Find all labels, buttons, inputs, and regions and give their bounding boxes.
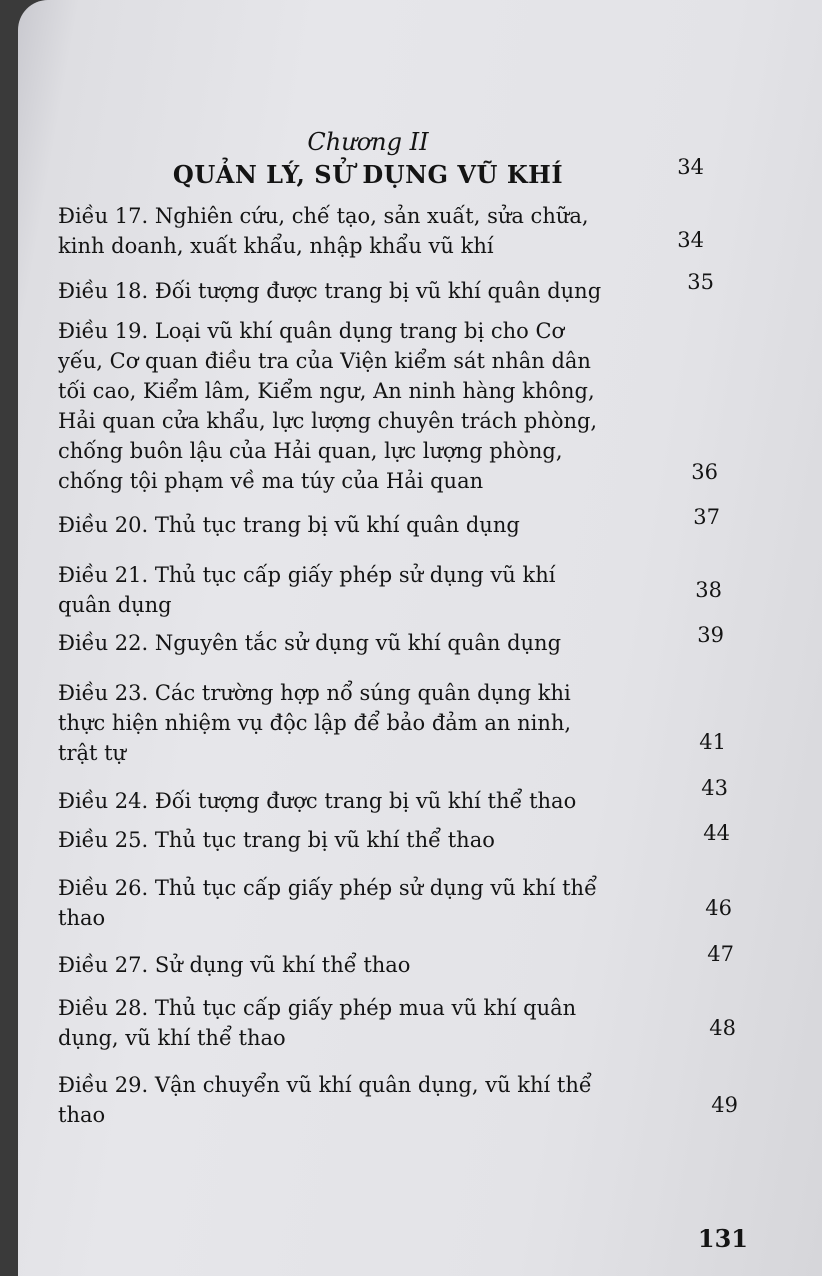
chapter-title: QUẢN LÝ, SỬ DỤNG VŨ KHÍ — [172, 160, 564, 189]
entry-line: thao — [58, 906, 106, 930]
entry-line: Điều 19. Loại vũ khí quân dụng trang bị cho Cơ — [58, 319, 565, 343]
toc-entry-24 — [58, 786, 658, 816]
entry-line: tối cao, Kiểm lâm, Kiểm ngư, An ninh hàng không, — [58, 379, 595, 403]
toc-entry-29 — [58, 1070, 658, 1130]
entry-page-number: 47 — [707, 942, 734, 966]
toc-entry-25 — [58, 825, 658, 855]
entry-line: chống tội phạm về ma túy của Hải quan — [58, 469, 484, 493]
toc-entry-23 — [58, 678, 658, 768]
entry-line: trật tự — [58, 741, 127, 765]
entry-line: chống buôn lậu của Hải quan, lực lượng phòng, — [58, 439, 563, 463]
entry-line: Điều 27. Sử dụng vũ khí thể thao — [58, 953, 411, 977]
entry-line: Điều 17. Nghiên cứu, chế tạo, sản xuất, sửa chữa, — [58, 204, 589, 228]
entry-page-number: 38 — [695, 578, 722, 602]
toc-entry-17 — [58, 201, 658, 261]
entry-line: quân dụng — [58, 593, 172, 617]
entry-page-number: 39 — [697, 623, 724, 647]
entry-page-number: 46 — [705, 896, 732, 920]
entry-page-number: 41 — [699, 730, 726, 754]
entry-page-number: 36 — [691, 460, 718, 484]
entry-line: dụng, vũ khí thể thao — [58, 1026, 286, 1050]
entry-line: Điều 24. Đối tượng được trang bị vũ khí thể thao — [58, 789, 577, 813]
entry-line: Điều 20. Thủ tục trang bị vũ khí quân dụng — [58, 513, 520, 537]
entry-line: yếu, Cơ quan điều tra của Viện kiểm sát nhân dân — [58, 349, 591, 373]
entry-line: kinh doanh, xuất khẩu, nhập khẩu vũ khí — [58, 234, 494, 258]
entry-line: Điều 29. Vận chuyển vũ khí quân dụng, vũ khí thể — [58, 1073, 592, 1097]
entry-line: Hải quan cửa khẩu, lực lượng chuyên trách phòng, — [58, 409, 598, 433]
toc-entry-26 — [58, 873, 658, 933]
entry-page-number: 48 — [709, 1016, 736, 1040]
entry-line: thực hiện nhiệm vụ độc lập để bảo đảm an ninh, — [58, 711, 572, 735]
toc-entry-20 — [58, 510, 658, 540]
entry-line: Điều 21. Thủ tục cấp giấy phép sử dụng vũ khí — [58, 563, 556, 587]
entry-line: Điều 18. Đối tượng được trang bị vũ khí quân dụng — [58, 279, 602, 303]
toc-entry-19 — [58, 316, 658, 496]
entry-page-number: 34 — [677, 228, 704, 252]
toc-entry-22 — [58, 628, 658, 658]
toc-entry-28 — [58, 993, 658, 1053]
entry-line: Điều 26. Thủ tục cấp giấy phép sử dụng vũ khí thể — [58, 876, 597, 900]
entry-line: Điều 22. Nguyên tắc sử dụng vũ khí quân dụng — [58, 631, 562, 655]
entry-page-number: 37 — [693, 505, 720, 529]
entry-page-number: 44 — [703, 821, 730, 845]
toc-entry-18 — [58, 276, 658, 306]
entry-page-number: 49 — [711, 1093, 738, 1117]
chapter-page-number: 34 — [677, 155, 704, 179]
entry-line: Điều 28. Thủ tục cấp giấy phép mua vũ khí quân — [58, 996, 577, 1020]
entry-page-number: 35 — [687, 270, 714, 294]
entry-line: Điều 25. Thủ tục trang bị vũ khí thể thao — [58, 828, 495, 852]
toc-entry-27 — [58, 950, 658, 980]
chapter-label: Chương II — [307, 128, 429, 156]
entry-page-number: 43 — [701, 776, 728, 800]
book-page — [18, 0, 822, 1276]
entry-line: Điều 23. Các trường hợp nổ súng quân dụng khi — [58, 681, 571, 705]
folio-page-number: 131 — [697, 1224, 748, 1253]
entry-line: thao — [58, 1103, 106, 1127]
toc-entry-21 — [58, 560, 658, 620]
